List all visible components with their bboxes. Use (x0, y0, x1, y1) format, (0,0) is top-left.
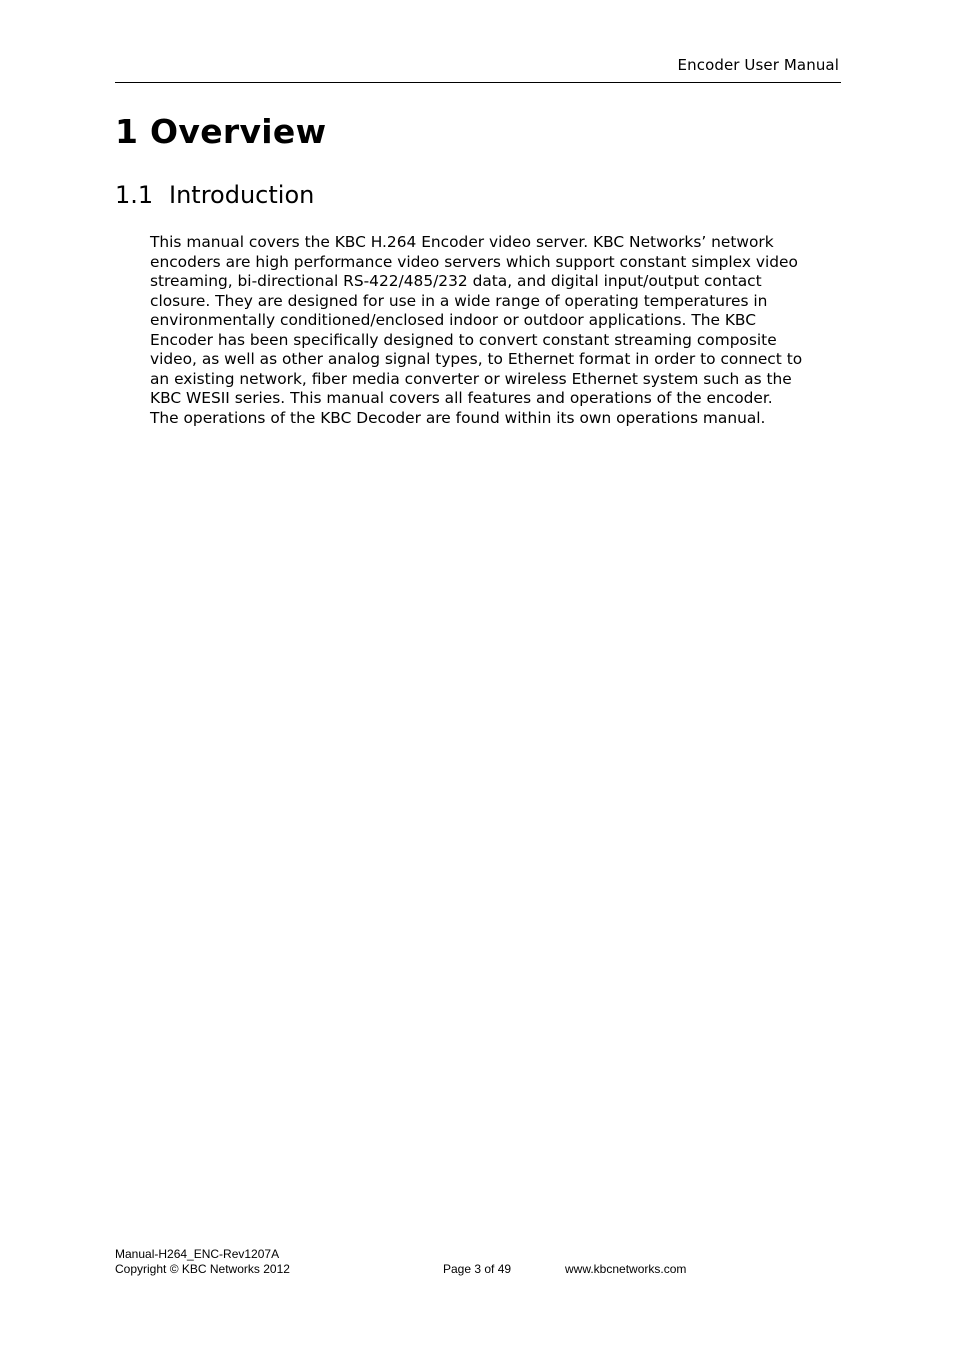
paragraph-line: an existing network, fiber media converter or wireless Ethernet system such as the (150, 369, 792, 388)
paragraph-line: closure. They are designed for use in a wide range of operating temperatures in (150, 291, 768, 310)
paragraph-line: The operations of the KBC Decoder are found within its own operations manual. (150, 408, 766, 427)
paragraph-line: Encoder has been specifically designed to convert constant streaming composite (150, 330, 777, 349)
introduction-paragraph (150, 233, 850, 428)
section-number: 1.1 (115, 181, 154, 209)
paragraph-line: environmentally conditioned/enclosed indoor or outdoor applications. The KBC (150, 311, 756, 329)
header-divider (115, 82, 841, 83)
paragraph-line: KBC WESII series. This manual covers all features and operations of the encoder. (150, 389, 773, 407)
chapter-title: 1 Overview (115, 112, 327, 151)
paragraph-line: video, as well as other analog signal types, to Ethernet format in order to connect to (150, 350, 803, 368)
section-title-text: Introduction (169, 181, 315, 209)
footer-page-number: Page 3 of 49 (443, 1262, 512, 1276)
footer-website-link[interactable]: www.kbcnetworks.com (565, 1262, 687, 1276)
paragraph-line: streaming, bi-directional RS-422/485/232 data, and digital input/output contact (150, 272, 762, 290)
footer-manual-id: Manual-H264_ENC-Rev1207A (115, 1247, 280, 1261)
paragraph-line: This manual covers the KBC H.264 Encoder video server. KBC Networks’ network (150, 233, 774, 251)
header-title: Encoder User Manual (677, 56, 839, 74)
section-title (115, 181, 314, 209)
footer-copyright: Copyright © KBC Networks 2012 (115, 1262, 290, 1276)
paragraph-line: encoders are high performance video servers which support constant simplex video (150, 252, 798, 271)
